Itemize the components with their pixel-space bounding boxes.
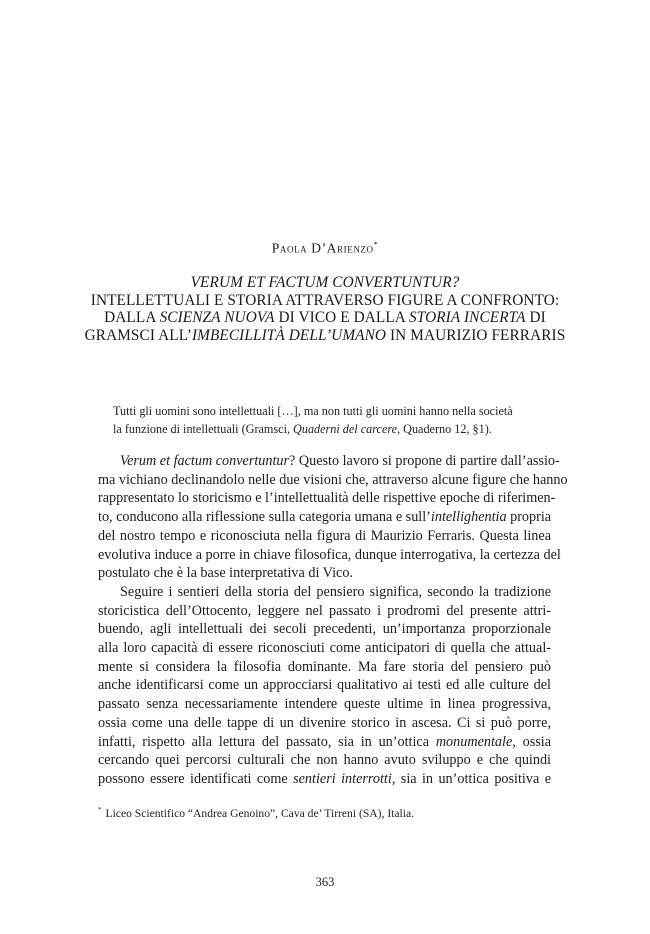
paragraph-2-line: Seguire i sentieri della storia del pensiero significa, secondo la tradizione <box>120 583 551 600</box>
title-line-3: DALLA SCIENZA NUOVA DI VICO E DALLA STORIA INCERTA DI <box>104 309 546 327</box>
paragraph-2-line: cercando quei percorsi culturali che non hanno avuto sviluppo e che quindi <box>98 752 551 769</box>
paragraph-2-line: ossia come una delle tappe di un divenire storico in ascesa. Ci si può porre, <box>98 714 551 731</box>
author-footnote-mark: * <box>373 240 379 249</box>
paragraph-2-line: storicistica dell’Ottocento, leggere nel passato i prodromi del presente attri- <box>98 602 551 619</box>
paragraph-1-line: Verum et factum convertuntur? Questo lavoro si propone di partire dall’assio- <box>120 453 560 469</box>
paragraph-1-line: del nostro tempo e riconosciuta nella figura di Maurizio Ferraris. Questa linea <box>98 527 551 544</box>
title-line-4: GRAMSCI ALL’IMBECILLITÀ DELL’UMANO IN MAURIZIO FERRARIS <box>84 326 566 344</box>
paragraph-2-line: infatti, rispetto alla lettura del passato, sia in un’ottica monumentale, ossia <box>98 733 551 750</box>
author-name: Paola D’Arienzo* <box>271 240 379 256</box>
epigraph-quote <box>113 402 553 438</box>
paragraph-1-line: evolutiva induce a porre in chiave filosofica, dunque interrogativa, la certezza del <box>98 546 561 563</box>
paragraph-1-line: rappresentato lo storicismo e l’intellettualità delle rispettive epoche di riferimen- <box>98 490 556 507</box>
paragraph-2-line: possono essere identificati come sentieri interrotti, sia in un’ottica positiva e <box>98 770 551 787</box>
epigraph-line-2: la funzione di intellettuali (Gramsci, Quaderni del carcere, Quaderno 12, §1). <box>113 422 492 436</box>
title-line-2: INTELLETTUALI E STORIA ATTRAVERSO FIGURE A CONFRONTO: <box>90 291 560 309</box>
paragraph-1-line: ma vichiano declinandolo nelle due visioni che, attraverso alcune figure che hanno <box>98 471 568 488</box>
paragraph-2-line: passato senza necessariamente intendere queste ultime in linea progressiva, <box>98 696 551 713</box>
body-text <box>98 452 568 789</box>
epigraph-line-1: Tutti gli uomini sono intellettuali […], ma non tutti gli uomini hanno nella società <box>113 404 513 418</box>
footnote-mark: * <box>98 806 102 814</box>
title-line-1: VERUM ET FACTUM CONVERTUNTUR? <box>190 274 460 291</box>
article-title <box>60 274 590 344</box>
paragraph-2-line: mente si considera la filosofia dominante. Ma fare storia del pensiero può <box>98 658 551 675</box>
footnote <box>98 806 551 820</box>
paragraph-2-line: buendo, agli intellettuali dei secoli precedenti, un’importanza proporzionale <box>98 621 551 638</box>
paragraph-2-line: anche identificarsi come un approcciarsi qualitativo ai testi ed alle culture del <box>98 677 551 694</box>
page-number: 363 <box>315 875 335 889</box>
paragraph-2-line: alla loro capacità di essere riconosciuti come anticipatori di quella che attual- <box>98 640 551 657</box>
paragraph-1-line: postulato che è la base interpretativa di Vico. <box>98 565 353 582</box>
paragraph-1-line: to, conducono alla riflessione sulla categoria umana e sull’intellighentia propria <box>98 509 552 526</box>
footnote-text: Liceo Scientifico “Andrea Genoino”, Cava de’ Tirreni (SA), Italia. <box>105 806 415 820</box>
